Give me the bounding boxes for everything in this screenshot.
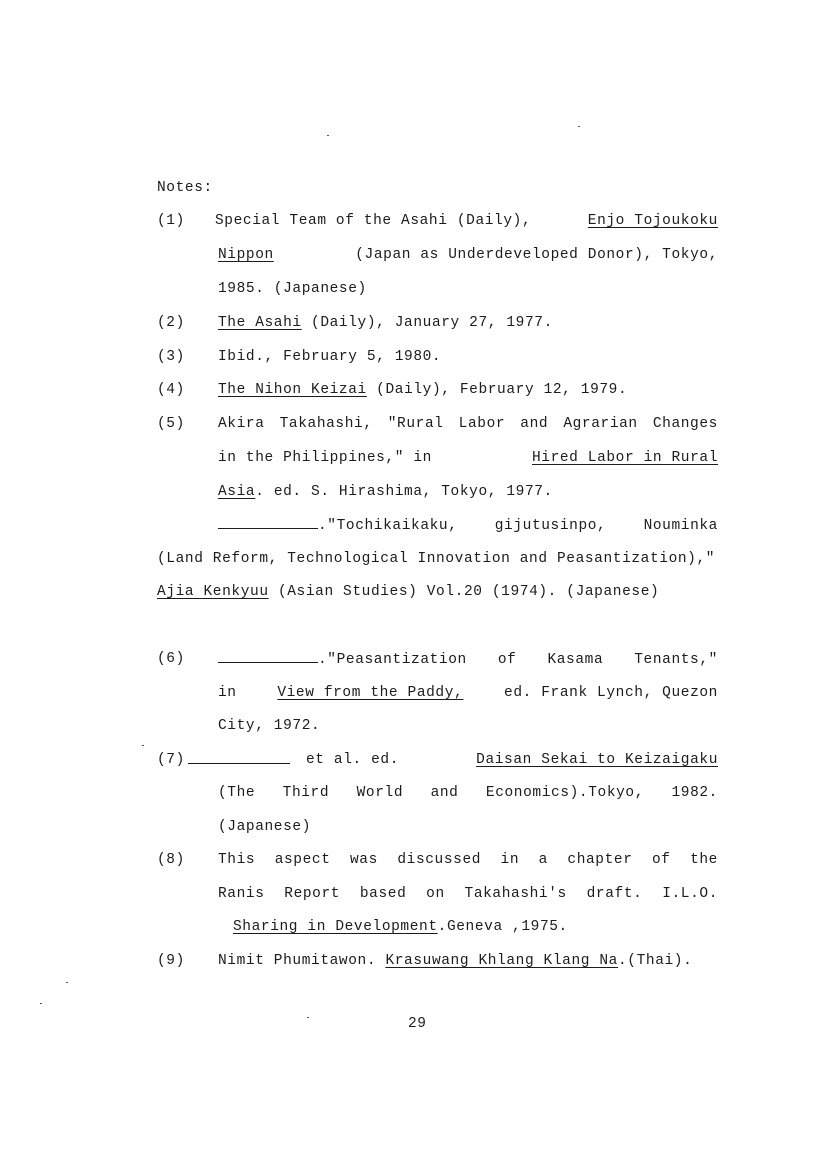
note-7-number: (7) (157, 752, 185, 768)
note-4-title: The Nihon Keizai (218, 382, 367, 398)
note-6-number: (6) (157, 651, 185, 667)
ditto-blank-line (188, 751, 290, 764)
scan-speck (40, 1003, 42, 1004)
note-1-number: (1) (157, 213, 185, 229)
note-4-text: (Daily), February 12, 1979. (376, 382, 628, 398)
note-1-text-cont: (Japan as Underdeveloped Donor), Tokyo, (355, 247, 718, 263)
note-5-line-2 (218, 449, 718, 467)
note-5-title: Hired Labor in Rural (531, 450, 718, 466)
note-8-line-1: This aspect was discussed in a chapter of the (218, 852, 718, 868)
note-8-line-2: Ranis Report based on Takahashi's draft. I.L.O. (218, 886, 718, 902)
note-5-line-5: (Land Reform, Technological Innovation and Peasantization)," (157, 551, 716, 567)
note-1-line-2 (218, 246, 718, 264)
scan-speck (142, 745, 144, 746)
note-2-number: (2) (157, 315, 185, 331)
note-1-line-3: 1985. (Japanese) (218, 281, 367, 297)
note-6-text: ."Peasantization of Kasama Tenants," (318, 652, 718, 668)
note-5-line-1: Akira Takahashi, "Rural Labor and Agrarian Changes (218, 416, 718, 432)
note-9-lang: .(Thai). (617, 953, 693, 969)
note-5-text: in the Philippines," in (218, 450, 432, 466)
note-7-line-3: (Japanese) (218, 819, 312, 835)
note-8-title: Sharing in Development (233, 919, 438, 935)
note-5-title-cont: Asia (218, 484, 256, 500)
note-1-line-1 (215, 212, 718, 230)
note-8-number: (8) (157, 852, 185, 868)
note-5-line-4 (218, 516, 718, 535)
note-5-number: (5) (157, 416, 185, 432)
note-5-text-cont: . ed. S. Hirashima, Tokyo, 1977. (255, 484, 553, 500)
note-2-title: The Asahi (218, 315, 302, 331)
note-7-text: et al. ed. (306, 752, 400, 768)
scan-speck (578, 126, 580, 127)
note-7-title: Daisan Sekai to Keizaigaku (476, 752, 718, 768)
note-4-line (218, 381, 627, 399)
note-5-journal-detail: (Asian Studies) Vol.20 (1974). (Japanese) (277, 584, 660, 600)
note-2-text: (Daily), January 27, 1977. (311, 315, 553, 331)
note-1-text: Special Team of the Asahi (Daily), (215, 213, 532, 229)
note-9-author: Nimit Phumitawon. (218, 953, 377, 969)
note-8-line-3 (233, 918, 568, 936)
ditto-blank-line (218, 650, 318, 663)
scan-speck (327, 135, 329, 136)
note-3-line: Ibid., February 5, 1980. (218, 349, 442, 365)
note-9-number: (9) (157, 953, 185, 969)
note-1-title-cont: Nippon (218, 247, 274, 263)
note-5-line-3 (218, 483, 553, 501)
note-6-line-3: City, 1972. (218, 718, 321, 734)
note-1-title: Enjo Tojoukoku (587, 213, 718, 229)
note-6-in: in (218, 685, 237, 701)
note-6-line-1 (218, 650, 718, 669)
note-9-title: Krasuwang Khlang Klang Na (385, 953, 618, 969)
note-8-place: .Geneva ,1975. (437, 919, 568, 935)
note-5-line-6 (157, 583, 659, 601)
note-5-journal: Ajia Kenkyuu (157, 584, 269, 600)
note-6-title: View from the Paddy, (277, 685, 464, 701)
note-6-editor: ed. Frank Lynch, Quezon (504, 685, 718, 701)
note-5-second-work: ."Tochikaikaku, gijutusinpo, Nouminka (318, 518, 718, 534)
page-number: 29 (408, 1016, 427, 1032)
note-3-number: (3) (157, 349, 185, 365)
note-7-line-2: (The Third World and Economics).Tokyo, 1982. (218, 785, 718, 801)
ditto-blank-line (218, 516, 318, 529)
scan-speck (66, 982, 68, 983)
note-4-number: (4) (157, 382, 185, 398)
note-7-line-1 (188, 751, 718, 769)
note-9-line (218, 952, 692, 970)
scan-speck (307, 1017, 309, 1018)
note-2-line (218, 314, 553, 332)
notes-heading: Notes: (157, 180, 213, 196)
note-6-line-2 (218, 684, 718, 702)
